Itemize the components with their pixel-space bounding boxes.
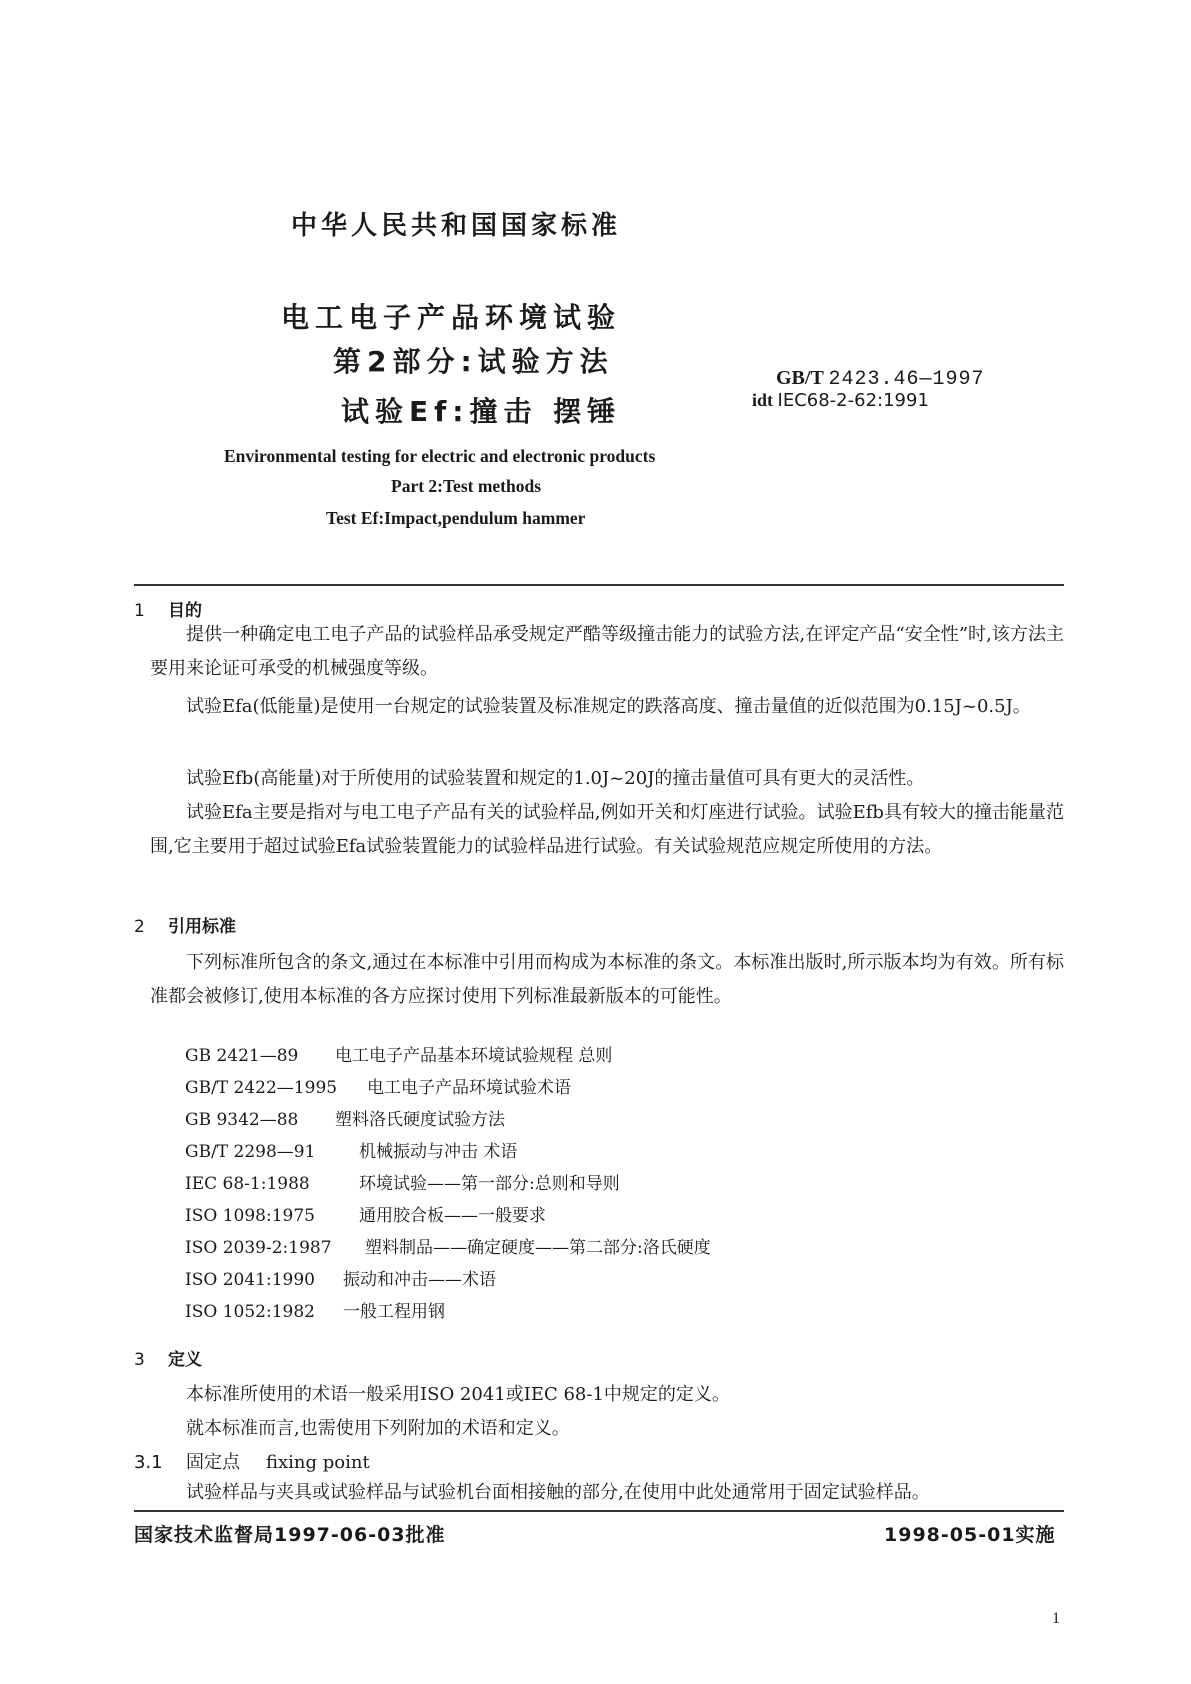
title-line-3: 试验Ef:撞击 摆锤 — [341, 395, 622, 428]
reference-item — [185, 1233, 711, 1258]
reference-title: 一般工程用钢 — [343, 1302, 445, 1322]
reference-title: 电工电子产品环境试验术语 — [367, 1078, 571, 1098]
title-line-2: 第2部分:试验方法 — [333, 345, 614, 378]
reference-item — [185, 1265, 496, 1290]
reference-code: ISO 2039-2:1987 — [185, 1238, 332, 1258]
english-title-line-2: Part 2:Test methods — [391, 476, 542, 496]
standard-number — [776, 367, 984, 391]
approval-line: 国家技术监督局1997-06-03批准 — [134, 1524, 446, 1546]
section-number: 2 — [134, 917, 145, 937]
reference-item — [185, 1041, 612, 1066]
section-1-paragraph-3: 试验Efb(高能量)对于所使用的试验装置和规定的1.0J~20J的撞击量值可具有更大的灵活性。 — [186, 768, 925, 789]
section-3-heading — [134, 1345, 202, 1370]
reference-code: GB 2421—89 — [185, 1046, 299, 1066]
reference-code: ISO 2041:1990 — [185, 1270, 315, 1290]
english-title-line-3: Test Ef:Impact,pendulum hammer — [326, 508, 586, 528]
reference-title: 电工电子产品基本环境试验规程 总则 — [335, 1046, 613, 1066]
national-standard-heading: 中华人民共和国国家标准 — [291, 211, 622, 241]
reference-item — [185, 1105, 505, 1130]
section-title: 定义 — [168, 1350, 202, 1370]
standard-prefix: GB/T — [776, 367, 824, 389]
section-2-paragraph-1: 下列标准所包含的条文,通过在本标准中引用而构成为本标准的条文。本标准出版时,所示版本均为有效。所有标准都会被修订,使用本标准的各方应探讨使用下列标准最新版本的可能性。 — [150, 952, 1064, 1007]
section-number: 3 — [134, 1350, 145, 1370]
section-1-paragraph-1: 提供一种确定电工电子产品的试验样品承受规定严酷等级撞击能力的试验方法,在评定产品“安全性”时,该方法主要用来论证可承受的机械强度等级。 — [150, 624, 1064, 679]
section-title: 引用标准 — [168, 917, 236, 937]
title-line-1: 电工电子产品环境试验 — [281, 301, 622, 334]
reference-code: ISO 1098:1975 — [185, 1206, 315, 1226]
section-title: 目的 — [168, 601, 202, 621]
subsection-number: 3.1 — [134, 1452, 163, 1473]
footer-divider — [134, 1510, 1064, 1512]
header-divider — [134, 584, 1064, 586]
idt-reference: IEC68-2-62:1991 — [777, 390, 929, 411]
reference-title: 机械振动与冲击 术语 — [359, 1142, 518, 1162]
subsection-3-1-heading — [134, 1448, 370, 1474]
reference-code: IEC 68-1:1988 — [185, 1174, 310, 1194]
section-1-paragraph-4: 试验Efa主要是指对与电工电子产品有关的试验样品,例如开关和灯座进行试验。试验Efb具有较大的撞击能量范围,它主要用于超过试验Efa试验装置能力的试验样品进行试验。有关试验规范应规定所使用的方法。 — [150, 802, 1064, 857]
reference-title: 通用胶合板——一般要求 — [359, 1206, 546, 1226]
standard-number-value: 2423.46—1997 — [828, 368, 985, 391]
effective-date-line: 1998-05-01实施 — [884, 1524, 1056, 1546]
section-3-paragraph-1: 本标准所使用的术语一般采用ISO 2041或IEC 68-1中规定的定义。 — [186, 1384, 730, 1405]
reference-item — [185, 1073, 571, 1098]
reference-item — [185, 1201, 546, 1226]
reference-item — [185, 1169, 620, 1194]
reference-code: GB/T 2422—1995 — [185, 1078, 338, 1098]
section-1-paragraph-2: 试验Efa(低能量)是使用一台规定的试验装置及标准规定的跌落高度、撞击量值的近似范围为0.15J~0.5J。 — [186, 696, 1031, 717]
section-2-heading — [134, 912, 236, 937]
reference-code: GB 9342—88 — [185, 1110, 299, 1130]
reference-title: 塑料制品——确定硬度——第二部分:洛氏硬度 — [365, 1238, 711, 1258]
reference-code: ISO 1052:1982 — [185, 1302, 315, 1322]
subsection-title-en: fixing point — [266, 1452, 370, 1473]
reference-item — [185, 1137, 517, 1162]
page-number: 1 — [1052, 1610, 1060, 1627]
subsection-3-1-body: 试验样品与夹具或试验样品与试验机台面相接触的部分,在使用中此处通常用于固定试验样品。 — [186, 1482, 930, 1503]
identical-reference — [752, 390, 929, 411]
reference-title: 振动和冲击——术语 — [343, 1270, 496, 1290]
reference-code: GB/T 2298—91 — [185, 1142, 316, 1162]
section-3-paragraph-2: 就本标准而言,也需使用下列附加的术语和定义。 — [186, 1418, 570, 1439]
reference-title: 塑料洛氏硬度试验方法 — [335, 1110, 505, 1130]
english-title-line-1: Environmental testing for electric and electronic products — [224, 446, 656, 466]
idt-prefix: idt — [752, 390, 774, 410]
reference-title: 环境试验——第一部分:总则和导则 — [359, 1174, 620, 1194]
section-number: 1 — [134, 601, 145, 621]
subsection-title-cn: 固定点 — [186, 1452, 240, 1473]
reference-item — [185, 1297, 445, 1322]
